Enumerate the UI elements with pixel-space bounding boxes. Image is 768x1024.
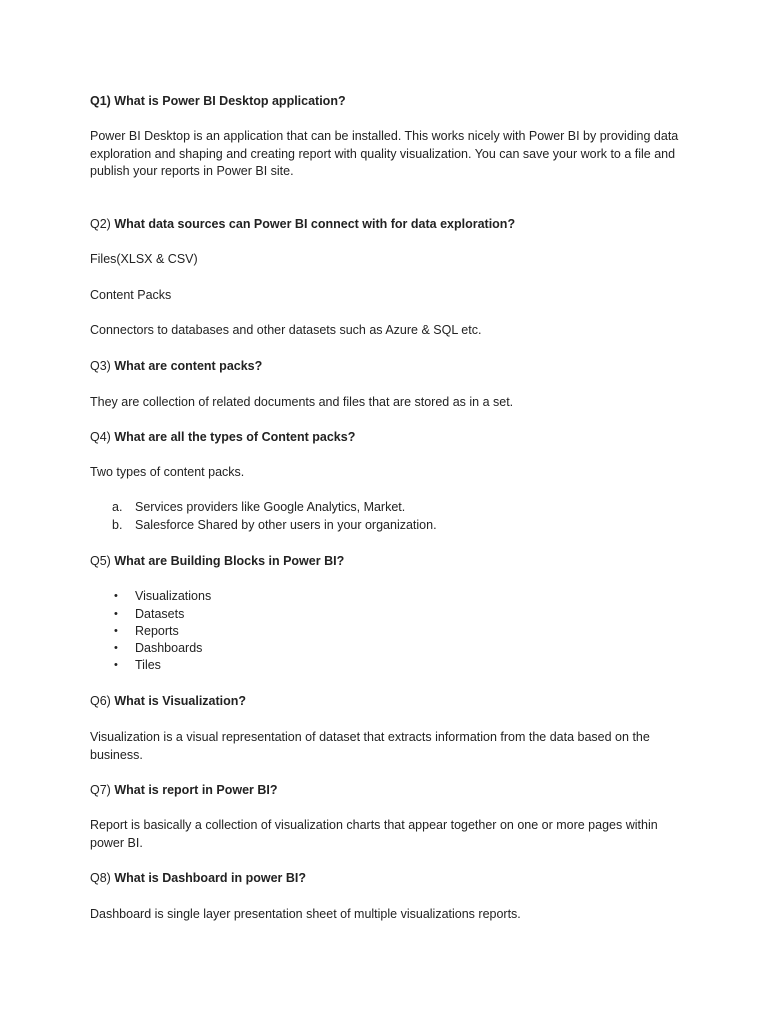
bullet-icon: • — [114, 608, 118, 620]
q8-prefix: Q8) — [90, 871, 115, 885]
q6-answer: Visualization is a visual representation of dataset that extracts information from the data based on the business. — [90, 730, 650, 762]
bullet-icon: • — [114, 642, 118, 654]
list-item-text: Reports — [135, 624, 179, 638]
q5-question-line — [90, 553, 344, 570]
q7-question: What is report in Power BI? — [114, 783, 278, 797]
list-item-text: Salesforce Shared by other users in your organization. — [135, 518, 437, 532]
list-marker: a. — [112, 500, 123, 514]
q5-question: What are Building Blocks in Power BI? — [114, 554, 345, 568]
q7-answer: Report is basically a collection of visualization charts that appear together on one or more pages within power BI. — [90, 818, 658, 850]
bullet-icon: • — [114, 625, 118, 637]
q5-prefix: Q5) — [90, 554, 115, 568]
q1-answer: Power BI Desktop is an application that can be installed. This works nicely with Power BI by providing data exploration and shaping and creating report with quality visualization. You can save your work to a file and publish your reports in Power BI site. — [90, 129, 679, 178]
list-item — [90, 606, 680, 623]
q2-question-line — [90, 216, 515, 233]
list-item — [90, 517, 680, 534]
q4-answer: Two types of content packs. — [90, 465, 245, 479]
list-item-text: Services providers like Google Analytics, Market. — [135, 500, 406, 514]
q8-question-line — [90, 870, 306, 887]
q6-question: What is Visualization? — [114, 694, 247, 708]
bullet-icon: • — [114, 590, 118, 602]
q8-question: What is Dashboard in power BI? — [114, 871, 306, 885]
q2-answer-content-packs: Content Packs — [90, 288, 172, 302]
q8-answer: Dashboard is single layer presentation sheet of multiple visualizations reports. — [90, 907, 521, 921]
list-item-text: Datasets — [135, 607, 185, 621]
q2-answer-files: Files(XLSX & CSV) — [90, 252, 198, 266]
list-item — [90, 657, 680, 674]
list-item-text: Tiles — [135, 658, 161, 672]
q2-question: What data sources can Power BI connect with for data exploration? — [114, 217, 516, 231]
q3-question-line — [90, 358, 262, 375]
list-item — [90, 588, 680, 605]
q6-prefix: Q6) — [90, 694, 115, 708]
list-item — [90, 499, 680, 516]
q4-prefix: Q4) — [90, 430, 115, 444]
list-item-text: Visualizations — [135, 589, 212, 603]
q3-answer: They are collection of related documents and files that are stored as in a set. — [90, 395, 514, 409]
list-item-text: Dashboards — [135, 641, 203, 655]
q6-question-line — [90, 693, 246, 710]
q4-question: What are all the types of Content packs? — [114, 430, 356, 444]
q3-question: What are content packs? — [114, 359, 263, 373]
list-item — [90, 640, 680, 657]
list-item — [90, 623, 680, 640]
q1-question: Q1) What is Power BI Desktop application? — [90, 94, 346, 108]
q3-prefix: Q3) — [90, 359, 115, 373]
q7-question-line — [90, 782, 278, 799]
q2-prefix: Q2) — [90, 217, 115, 231]
q2-answer-connectors: Connectors to databases and other datasets such as Azure & SQL etc. — [90, 323, 482, 337]
q4-question-line — [90, 429, 355, 446]
q7-prefix: Q7) — [90, 783, 115, 797]
bullet-icon: • — [114, 659, 118, 671]
list-marker: b. — [112, 518, 123, 532]
